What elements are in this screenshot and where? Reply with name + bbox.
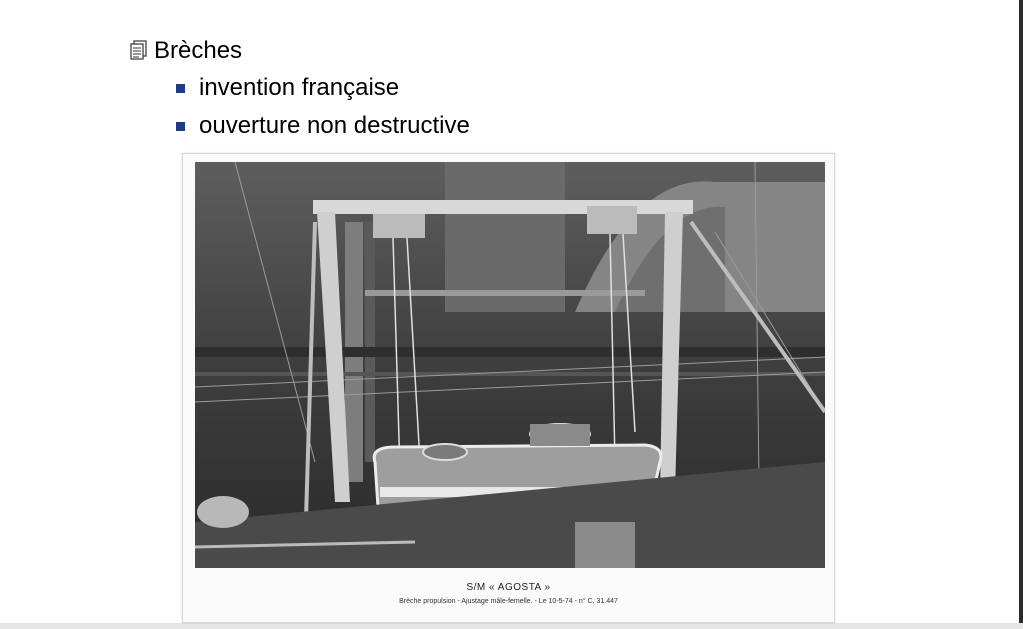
bullet-text: invention française — [199, 74, 400, 101]
photo-caption-subtitle: Brèche propulsion - Ajustage mâle-femelle. - Le 10-5-74 - n° C. 31.447 — [399, 598, 618, 605]
bullet-square-icon — [176, 84, 185, 93]
submarine-breach-photo — [195, 162, 825, 568]
bullet-text: ouverture non destructive — [199, 112, 470, 139]
document-icon — [128, 40, 148, 62]
slide-bottom-border — [0, 623, 1023, 629]
photo-print — [182, 153, 835, 623]
photo-caption-title: S/M « AGOSTA » — [466, 582, 551, 593]
slide-title-row — [128, 36, 242, 66]
bullet-square-icon — [176, 122, 185, 131]
bullet-item — [176, 112, 470, 140]
slide-right-border — [1019, 0, 1023, 629]
slide-title: Brèches — [154, 37, 243, 64]
bullet-item — [176, 74, 399, 102]
